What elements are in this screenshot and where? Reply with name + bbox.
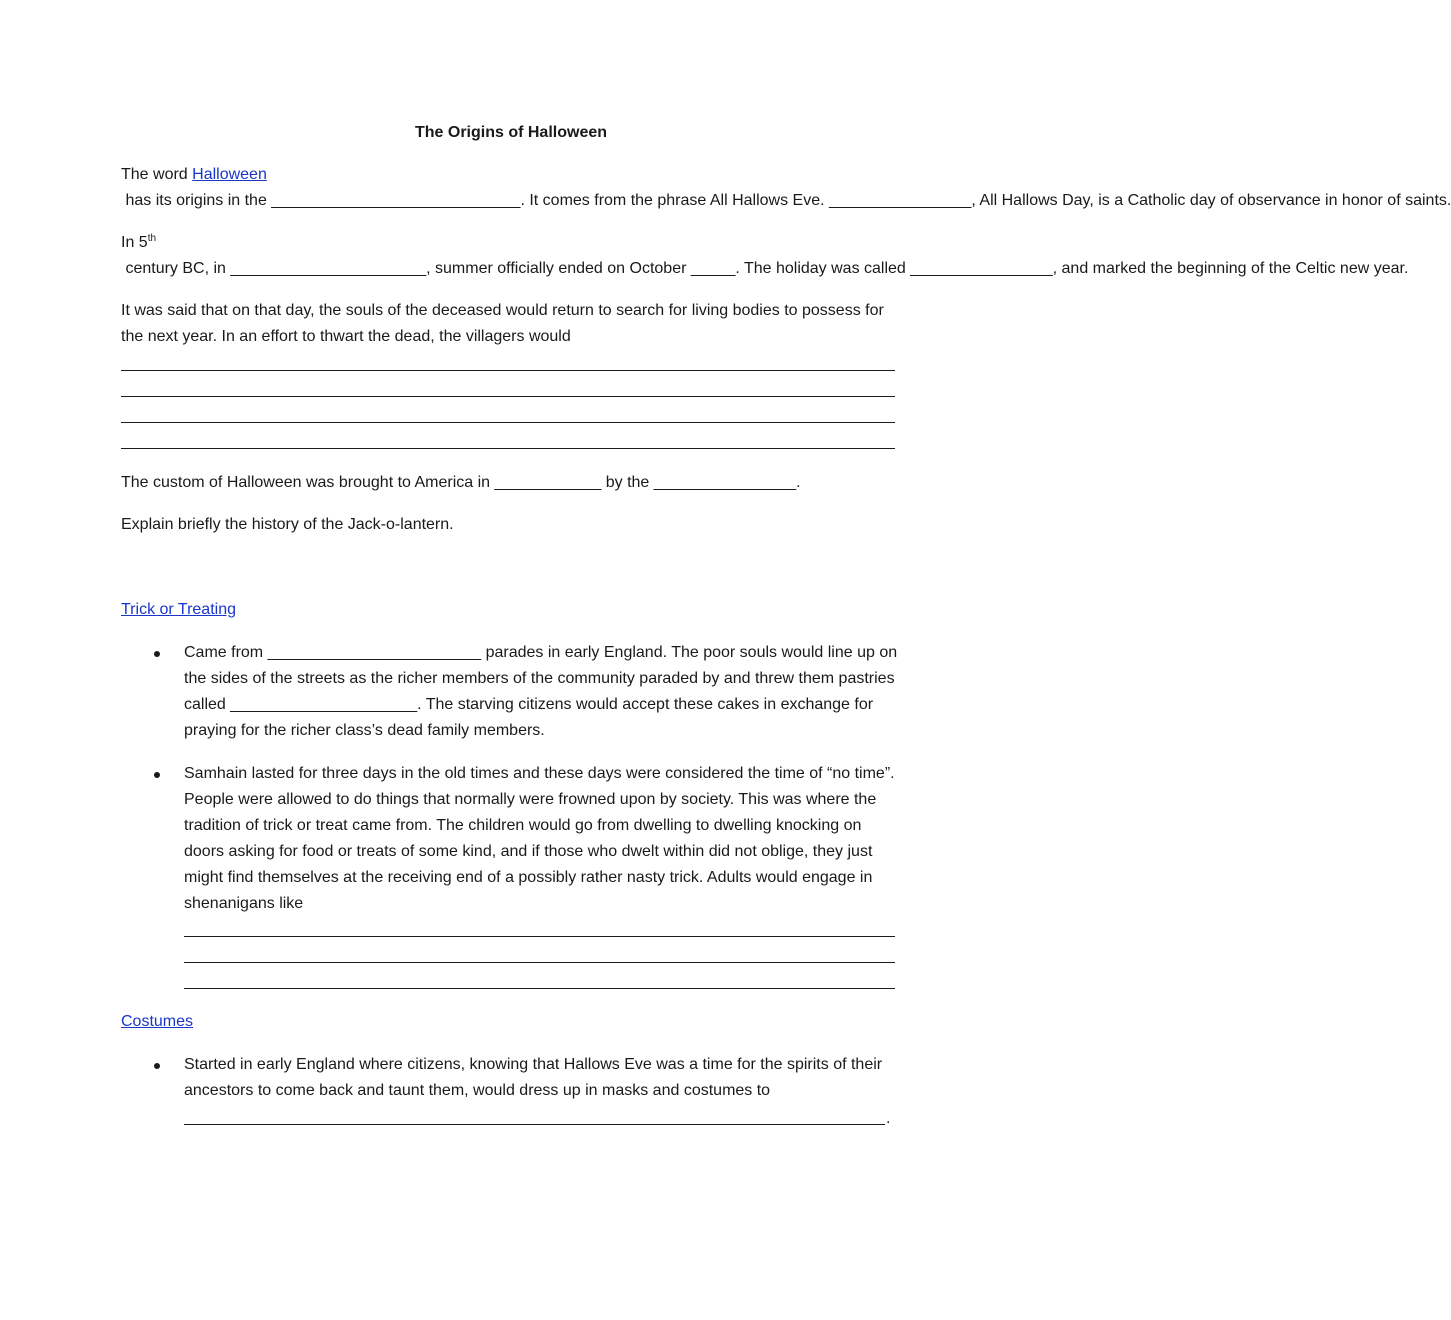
section-heading-trick-or-treating[interactable]: Trick or Treating — [121, 601, 236, 618]
section-heading-costumes[interactable]: Costumes — [121, 1013, 194, 1030]
answer-line — [121, 396, 895, 397]
bullet-icon — [154, 651, 160, 657]
bullet-icon — [154, 772, 160, 778]
answer-line — [184, 1124, 885, 1125]
halloween-link[interactable]: Halloween — [192, 166, 267, 183]
paragraph-text: In 5 — [121, 234, 148, 251]
paragraph-word-origin — [121, 162, 1451, 214]
paragraph-jack-o-lantern: Explain briefly the history of the Jack-o-lantern. — [121, 516, 454, 533]
answer-line — [121, 422, 895, 423]
bullet-icon — [154, 1063, 160, 1069]
paragraph-celtic-origin — [121, 230, 1409, 282]
answer-line — [184, 988, 895, 989]
answer-line — [121, 370, 895, 371]
answer-line — [121, 448, 895, 449]
sentence-end-mark: . — [886, 1110, 891, 1127]
page-title: The Origins of Halloween — [414, 124, 608, 141]
answer-line — [184, 962, 895, 963]
paragraph-souls: It was said that on that day, the souls of the deceased would return to search for living bodies to possess for the next year. In an effort to thwart the dead, the villagers would — [121, 302, 884, 345]
superscript: th — [147, 233, 157, 244]
paragraph-america: The custom of Halloween was brought to America in ____________ by the ________________. — [121, 474, 801, 491]
paragraph-text: The word — [121, 166, 193, 183]
answer-line — [184, 936, 895, 937]
paragraph-text: century BC, in ______________________, summer officially ended on October _____. The holiday was called ________________, and marked the beginning of the Celtic new year. — [121, 260, 1409, 277]
paragraph-text: has its origins in the ____________________________. It comes from the phrase All Hallows Eve. ________________, All Hallows Day, is a Catholic day of observance in honor of saints. — [121, 192, 1451, 209]
list-item-text: Samhain lasted for three days in the old times and these days were considered the time of “no time”. People were allowed to do things that normally were frowned upon by society. This was where the tradition of trick or treat came from. The children would go from dwelling to dwelling knocking on doors asking for food or treats of some kind, and if those who dwelt within did not oblige, they just might find themselves at the receiving end of a possibly rather nasty trick. Adults would engage in shenanigans like — [184, 765, 895, 912]
list-item-text: Started in early England where citizens, knowing that Hallows Eve was a time for the spirits of their ancestors to come back and taunt them, would dress up in masks and costumes to — [184, 1056, 883, 1099]
list-item-text: Came from ________________________ parades in early England. The poor souls would line up on the sides of the streets as the richer members of the community paraded by and threw them pastries called _____________________. The starving citizens would accept these cakes in exchange for praying for the richer class’s dead family members. — [184, 644, 902, 739]
